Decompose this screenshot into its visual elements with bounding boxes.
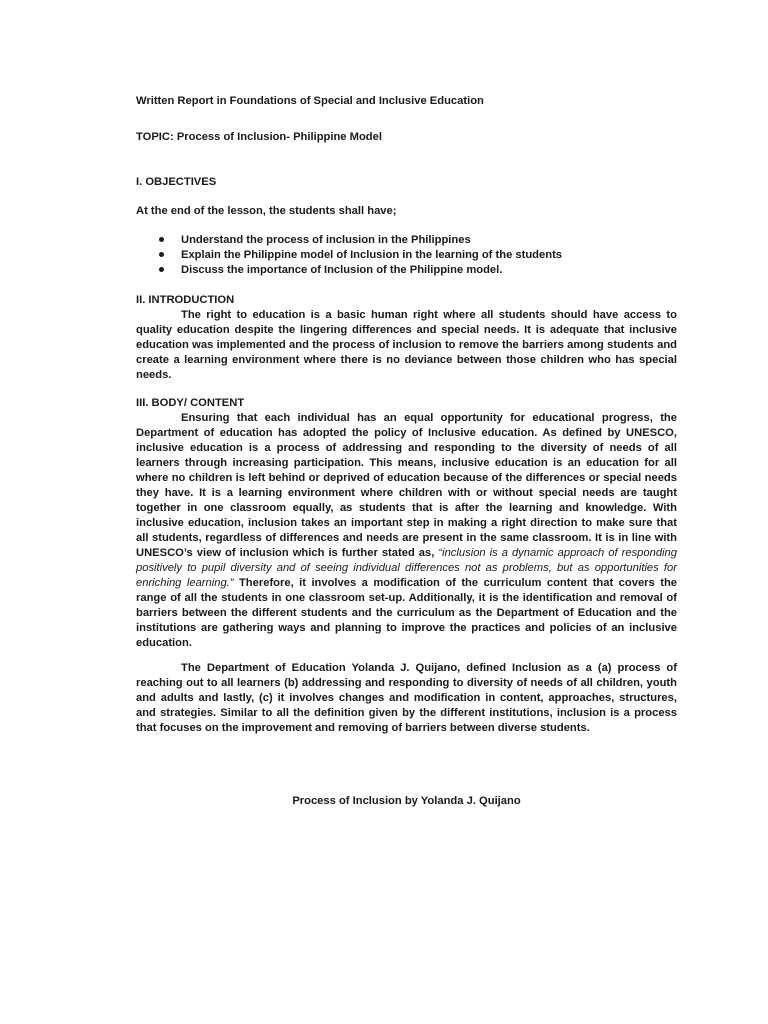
objective-text: Discuss the importance of Inclusion of the Philippine model.	[181, 264, 503, 276]
objective-item	[136, 263, 562, 278]
objective-text: Explain the Philippine model of Inclusion in the learning of the students	[181, 249, 563, 261]
introduction-heading: II. INTRODUCTION	[136, 294, 235, 306]
objectives-heading: I. OBJECTIVES	[136, 176, 217, 188]
objectives-list	[136, 233, 562, 278]
objectives-intro: At the end of the lesson, the students shall have;	[136, 205, 397, 217]
objective-item	[136, 248, 562, 263]
topic-line: TOPIC: Process of Inclusion- Philippine Model	[136, 131, 382, 143]
report-title: Written Report in Foundations of Special and Inclusive Education	[136, 95, 484, 107]
objective-item	[136, 233, 562, 248]
unesco-quote: “inclusion is a dynamic approach of responding positively to pupil diversity and of seeing individual differences not as problems, but as opportunities for enriching learning.”	[136, 547, 677, 589]
body-paragraph-2: The Department of Education Yolanda J. Quijano, defined Inclusion as a (a) process of reaching out to all learners (b) addressing and responding to diversity of needs of all children, youth and adults and lastly, (c) it involves changes and modification in content, approaches, structures, and strategies. Similar to all the definition given by the different institutions, inclusion is a process that focuses on the improvement and removing of barriers between diverse students.	[136, 662, 677, 734]
body-text-before-quote: Ensuring that each individual has an equal opportunity for educational progress, the Department of education has adopted the policy of Inclusive education. As defined by UNESCO, inclusive education is a process of addressing and responding to the diversity of needs of all learners through increasing participation. This means, inclusive education is an education for all where no children is left behind or deprived of education because of the differences or special needs they have. It is a learning environment where children with or without special needs are taught together in one classroom equally, as students that is after the learning and knowledge. With inclusive education, inclusion takes an important step in making a right direction to make sure that all students, regardless of differences and needs are present in the same classroom. It is in line with UNESCO’s view of inclusion which is further stated as,	[136, 412, 677, 559]
body-heading: III. BODY/ CONTENT	[136, 397, 245, 409]
body-text-after-quote: Therefore, it involves a modification of the curriculum content that covers the range of all the students in one classroom set-up. Additionally, it is the identification and removal of barriers between the different students and the curriculum as the Department of Education and the institutions are gathering ways and planning to improve the practices and policies of an inclusive education.	[136, 577, 677, 649]
objective-text: Understand the process of inclusion in the Philippines	[181, 234, 471, 246]
introduction-paragraph: The right to education is a basic human right where all students should have access to quality education despite the lingering differences and special needs. It is adequate that inclusive education was implemented and the process of inclusion to remove the barriers among students and create a learning environment where there is no deviance between those children who has special needs.	[136, 309, 677, 381]
body-paragraph-1	[136, 411, 677, 651]
bullet-icon	[159, 267, 164, 272]
bullet-icon	[159, 237, 164, 242]
figure-caption: Process of Inclusion by Yolanda J. Quijano	[292, 795, 521, 807]
bullet-icon	[159, 252, 164, 257]
